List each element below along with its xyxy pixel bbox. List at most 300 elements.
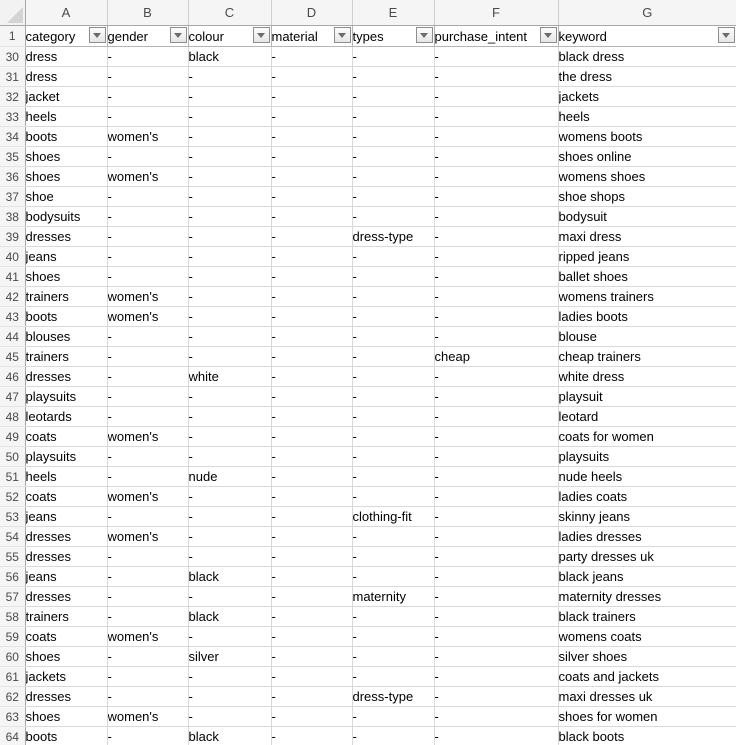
row-header-45[interactable]: 45 [0,347,25,367]
row-header-46[interactable]: 46 [0,367,25,387]
field-header-keyword[interactable] [558,26,736,47]
filter-dropdown-icon-colour[interactable] [253,27,270,43]
cell-gender-30[interactable]: - [107,47,188,67]
row-header-35[interactable]: 35 [0,147,25,167]
cell-material-49[interactable]: - [271,427,352,447]
row-header-51[interactable]: 51 [0,467,25,487]
cell-colour-57[interactable]: - [188,587,271,607]
row-header-55[interactable]: 55 [0,547,25,567]
cell-category-54[interactable]: dresses [25,527,107,547]
cell-types-36[interactable]: - [352,167,434,187]
cell-colour-46[interactable]: white [188,367,271,387]
cell-purchase-intent-61[interactable]: - [434,667,558,687]
cell-purchase-intent-46[interactable]: - [434,367,558,387]
cell-types-56[interactable]: - [352,567,434,587]
cell-types-44[interactable]: - [352,327,434,347]
cell-colour-53[interactable]: - [188,507,271,527]
cell-purchase-intent-49[interactable]: - [434,427,558,447]
cell-gender-41[interactable]: - [107,267,188,287]
cell-purchase-intent-59[interactable]: - [434,627,558,647]
cell-purchase-intent-58[interactable]: - [434,607,558,627]
cell-gender-32[interactable]: - [107,87,188,107]
row-header-61[interactable]: 61 [0,667,25,687]
cell-gender-62[interactable]: - [107,687,188,707]
row-header-33[interactable]: 33 [0,107,25,127]
cell-colour-58[interactable]: black [188,607,271,627]
cell-purchase-intent-30[interactable]: - [434,47,558,67]
cell-types-52[interactable]: - [352,487,434,507]
cell-material-36[interactable]: - [271,167,352,187]
cell-category-56[interactable]: jeans [25,567,107,587]
cell-category-36[interactable]: shoes [25,167,107,187]
row-header-57[interactable]: 57 [0,587,25,607]
cell-purchase-intent-53[interactable]: - [434,507,558,527]
cell-material-40[interactable]: - [271,247,352,267]
cell-keyword-33[interactable]: heels [558,107,736,127]
cell-colour-60[interactable]: silver [188,647,271,667]
cell-colour-33[interactable]: - [188,107,271,127]
cell-keyword-45[interactable]: cheap trainers [558,347,736,367]
cell-purchase-intent-43[interactable]: - [434,307,558,327]
row-header-36[interactable]: 36 [0,167,25,187]
cell-category-44[interactable]: blouses [25,327,107,347]
cell-types-51[interactable]: - [352,467,434,487]
cell-keyword-40[interactable]: ripped jeans [558,247,736,267]
cell-colour-42[interactable]: - [188,287,271,307]
cell-category-58[interactable]: trainers [25,607,107,627]
cell-category-48[interactable]: leotards [25,407,107,427]
cell-material-59[interactable]: - [271,627,352,647]
cell-material-31[interactable]: - [271,67,352,87]
cell-category-35[interactable]: shoes [25,147,107,167]
cell-keyword-30[interactable]: black dress [558,47,736,67]
cell-category-33[interactable]: heels [25,107,107,127]
cell-gender-46[interactable]: - [107,367,188,387]
cell-keyword-48[interactable]: leotard [558,407,736,427]
cell-keyword-58[interactable]: black trainers [558,607,736,627]
cell-material-39[interactable]: - [271,227,352,247]
cell-purchase-intent-45[interactable]: cheap [434,347,558,367]
cell-material-52[interactable]: - [271,487,352,507]
cell-purchase-intent-36[interactable]: - [434,167,558,187]
cell-material-32[interactable]: - [271,87,352,107]
row-header-42[interactable]: 42 [0,287,25,307]
cell-category-64[interactable]: boots [25,727,107,745]
field-header-material[interactable] [271,26,352,47]
cell-material-38[interactable]: - [271,207,352,227]
cell-types-62[interactable]: dress-type [352,687,434,707]
cell-material-62[interactable]: - [271,687,352,707]
cell-purchase-intent-34[interactable]: - [434,127,558,147]
cell-gender-52[interactable]: women's [107,487,188,507]
cell-material-56[interactable]: - [271,567,352,587]
cell-category-41[interactable]: shoes [25,267,107,287]
cell-colour-32[interactable]: - [188,87,271,107]
cell-colour-41[interactable]: - [188,267,271,287]
cell-purchase-intent-60[interactable]: - [434,647,558,667]
cell-keyword-39[interactable]: maxi dress [558,227,736,247]
cell-category-34[interactable]: boots [25,127,107,147]
cell-material-44[interactable]: - [271,327,352,347]
cell-material-43[interactable]: - [271,307,352,327]
row-header-49[interactable]: 49 [0,427,25,447]
column-header-d[interactable]: D [271,0,352,26]
row-header-34[interactable]: 34 [0,127,25,147]
row-header-59[interactable]: 59 [0,627,25,647]
cell-gender-63[interactable]: women's [107,707,188,727]
cell-category-38[interactable]: bodysuits [25,207,107,227]
cell-colour-44[interactable]: - [188,327,271,347]
cell-purchase-intent-31[interactable]: - [434,67,558,87]
cell-types-54[interactable]: - [352,527,434,547]
cell-types-31[interactable]: - [352,67,434,87]
cell-keyword-61[interactable]: coats and jackets [558,667,736,687]
cell-purchase-intent-55[interactable]: - [434,547,558,567]
cell-material-63[interactable]: - [271,707,352,727]
filter-dropdown-icon-gender[interactable] [170,27,187,43]
cell-keyword-38[interactable]: bodysuit [558,207,736,227]
row-header-1[interactable]: 1 [0,26,25,47]
cell-material-37[interactable]: - [271,187,352,207]
cell-gender-49[interactable]: women's [107,427,188,447]
cell-gender-31[interactable]: - [107,67,188,87]
cell-category-37[interactable]: shoe [25,187,107,207]
row-header-41[interactable]: 41 [0,267,25,287]
cell-gender-36[interactable]: women's [107,167,188,187]
cell-types-30[interactable]: - [352,47,434,67]
cell-gender-38[interactable]: - [107,207,188,227]
cell-category-60[interactable]: shoes [25,647,107,667]
field-header-types[interactable] [352,26,434,47]
cell-types-43[interactable]: - [352,307,434,327]
cell-material-35[interactable]: - [271,147,352,167]
cell-material-64[interactable]: - [271,727,352,745]
cell-colour-36[interactable]: - [188,167,271,187]
cell-types-61[interactable]: - [352,667,434,687]
row-header-37[interactable]: 37 [0,187,25,207]
cell-material-55[interactable]: - [271,547,352,567]
row-header-31[interactable]: 31 [0,67,25,87]
cell-types-32[interactable]: - [352,87,434,107]
cell-material-60[interactable]: - [271,647,352,667]
row-header-48[interactable]: 48 [0,407,25,427]
cell-colour-51[interactable]: nude [188,467,271,487]
cell-material-57[interactable]: - [271,587,352,607]
row-header-30[interactable]: 30 [0,47,25,67]
cell-gender-53[interactable]: - [107,507,188,527]
row-header-44[interactable]: 44 [0,327,25,347]
row-header-43[interactable]: 43 [0,307,25,327]
cell-gender-39[interactable]: - [107,227,188,247]
cell-types-38[interactable]: - [352,207,434,227]
cell-keyword-56[interactable]: black jeans [558,567,736,587]
cell-colour-55[interactable]: - [188,547,271,567]
cell-gender-47[interactable]: - [107,387,188,407]
cell-gender-64[interactable]: - [107,727,188,745]
cell-material-58[interactable]: - [271,607,352,627]
cell-keyword-52[interactable]: ladies coats [558,487,736,507]
cell-purchase-intent-41[interactable]: - [434,267,558,287]
cell-keyword-31[interactable]: the dress [558,67,736,87]
cell-purchase-intent-50[interactable]: - [434,447,558,467]
cell-purchase-intent-32[interactable]: - [434,87,558,107]
field-header-category[interactable] [25,26,107,47]
filter-dropdown-icon-types[interactable] [416,27,433,43]
cell-category-40[interactable]: jeans [25,247,107,267]
cell-material-54[interactable]: - [271,527,352,547]
cell-types-55[interactable]: - [352,547,434,567]
cell-material-51[interactable]: - [271,467,352,487]
cell-colour-59[interactable]: - [188,627,271,647]
cell-gender-37[interactable]: - [107,187,188,207]
cell-purchase-intent-33[interactable]: - [434,107,558,127]
cell-purchase-intent-56[interactable]: - [434,567,558,587]
cell-keyword-57[interactable]: maternity dresses [558,587,736,607]
cell-types-41[interactable]: - [352,267,434,287]
column-header-f[interactable]: F [434,0,558,26]
cell-colour-30[interactable]: black [188,47,271,67]
cell-types-48[interactable]: - [352,407,434,427]
cell-material-47[interactable]: - [271,387,352,407]
cell-category-30[interactable]: dress [25,47,107,67]
field-header-colour[interactable] [188,26,271,47]
cell-types-47[interactable]: - [352,387,434,407]
row-header-53[interactable]: 53 [0,507,25,527]
cell-material-34[interactable]: - [271,127,352,147]
column-header-g[interactable]: G [558,0,736,26]
cell-keyword-54[interactable]: ladies dresses [558,527,736,547]
cell-material-41[interactable]: - [271,267,352,287]
cell-purchase-intent-63[interactable]: - [434,707,558,727]
row-header-54[interactable]: 54 [0,527,25,547]
cell-category-61[interactable]: jackets [25,667,107,687]
cell-colour-54[interactable]: - [188,527,271,547]
cell-colour-63[interactable]: - [188,707,271,727]
cell-types-46[interactable]: - [352,367,434,387]
cell-category-39[interactable]: dresses [25,227,107,247]
cell-types-60[interactable]: - [352,647,434,667]
cell-category-62[interactable]: dresses [25,687,107,707]
cell-colour-48[interactable]: - [188,407,271,427]
cell-category-63[interactable]: shoes [25,707,107,727]
cell-keyword-46[interactable]: white dress [558,367,736,387]
cell-colour-45[interactable]: - [188,347,271,367]
cell-gender-35[interactable]: - [107,147,188,167]
cell-purchase-intent-37[interactable]: - [434,187,558,207]
cell-colour-61[interactable]: - [188,667,271,687]
cell-keyword-42[interactable]: womens trainers [558,287,736,307]
field-header-purchase-intent[interactable] [434,26,558,47]
cell-colour-37[interactable]: - [188,187,271,207]
cell-colour-40[interactable]: - [188,247,271,267]
row-header-58[interactable]: 58 [0,607,25,627]
cell-gender-40[interactable]: - [107,247,188,267]
cell-colour-38[interactable]: - [188,207,271,227]
cell-category-59[interactable]: coats [25,627,107,647]
cell-material-46[interactable]: - [271,367,352,387]
cell-gender-60[interactable]: - [107,647,188,667]
cell-category-53[interactable]: jeans [25,507,107,527]
cell-gender-61[interactable]: - [107,667,188,687]
cell-material-45[interactable]: - [271,347,352,367]
cell-types-57[interactable]: maternity [352,587,434,607]
cell-types-63[interactable]: - [352,707,434,727]
cell-keyword-32[interactable]: jackets [558,87,736,107]
cell-material-42[interactable]: - [271,287,352,307]
cell-colour-34[interactable]: - [188,127,271,147]
cell-purchase-intent-35[interactable]: - [434,147,558,167]
cell-purchase-intent-47[interactable]: - [434,387,558,407]
cell-category-55[interactable]: dresses [25,547,107,567]
cell-purchase-intent-38[interactable]: - [434,207,558,227]
cell-colour-56[interactable]: black [188,567,271,587]
cell-gender-55[interactable]: - [107,547,188,567]
cell-keyword-51[interactable]: nude heels [558,467,736,487]
cell-types-35[interactable]: - [352,147,434,167]
cell-keyword-35[interactable]: shoes online [558,147,736,167]
row-header-50[interactable]: 50 [0,447,25,467]
cell-gender-33[interactable]: - [107,107,188,127]
cell-colour-31[interactable]: - [188,67,271,87]
row-header-40[interactable]: 40 [0,247,25,267]
row-header-47[interactable]: 47 [0,387,25,407]
cell-purchase-intent-57[interactable]: - [434,587,558,607]
filter-dropdown-icon-purchase-intent[interactable] [540,27,557,43]
cell-gender-56[interactable]: - [107,567,188,587]
cell-gender-44[interactable]: - [107,327,188,347]
cell-purchase-intent-64[interactable]: - [434,727,558,745]
cell-keyword-53[interactable]: skinny jeans [558,507,736,527]
cell-keyword-60[interactable]: silver shoes [558,647,736,667]
select-all-corner[interactable] [0,0,25,26]
cell-types-34[interactable]: - [352,127,434,147]
cell-gender-42[interactable]: women's [107,287,188,307]
cell-purchase-intent-54[interactable]: - [434,527,558,547]
cell-keyword-50[interactable]: playsuits [558,447,736,467]
cell-keyword-59[interactable]: womens coats [558,627,736,647]
cell-colour-35[interactable]: - [188,147,271,167]
cell-types-53[interactable]: clothing-fit [352,507,434,527]
cell-category-52[interactable]: coats [25,487,107,507]
cell-types-58[interactable]: - [352,607,434,627]
row-header-60[interactable]: 60 [0,647,25,667]
cell-category-49[interactable]: coats [25,427,107,447]
cell-purchase-intent-39[interactable]: - [434,227,558,247]
cell-keyword-49[interactable]: coats for women [558,427,736,447]
cell-colour-49[interactable]: - [188,427,271,447]
cell-category-47[interactable]: playsuits [25,387,107,407]
filter-dropdown-icon-material[interactable] [334,27,351,43]
row-header-63[interactable]: 63 [0,707,25,727]
cell-keyword-36[interactable]: womens shoes [558,167,736,187]
cell-keyword-37[interactable]: shoe shops [558,187,736,207]
cell-keyword-64[interactable]: black boots [558,727,736,745]
cell-types-40[interactable]: - [352,247,434,267]
cell-types-59[interactable]: - [352,627,434,647]
cell-types-50[interactable]: - [352,447,434,467]
cell-keyword-62[interactable]: maxi dresses uk [558,687,736,707]
cell-purchase-intent-51[interactable]: - [434,467,558,487]
cell-types-33[interactable]: - [352,107,434,127]
cell-category-43[interactable]: boots [25,307,107,327]
cell-purchase-intent-44[interactable]: - [434,327,558,347]
cell-category-32[interactable]: jacket [25,87,107,107]
cell-material-61[interactable]: - [271,667,352,687]
row-header-52[interactable]: 52 [0,487,25,507]
cell-category-45[interactable]: trainers [25,347,107,367]
cell-material-48[interactable]: - [271,407,352,427]
column-header-c[interactable]: C [188,0,271,26]
filter-dropdown-icon-keyword[interactable] [718,27,735,43]
cell-keyword-41[interactable]: ballet shoes [558,267,736,287]
cell-purchase-intent-42[interactable]: - [434,287,558,307]
cell-category-51[interactable]: heels [25,467,107,487]
cell-purchase-intent-40[interactable]: - [434,247,558,267]
cell-gender-57[interactable]: - [107,587,188,607]
cell-material-33[interactable]: - [271,107,352,127]
cell-category-57[interactable]: dresses [25,587,107,607]
column-header-e[interactable]: E [352,0,434,26]
cell-material-53[interactable]: - [271,507,352,527]
cell-colour-52[interactable]: - [188,487,271,507]
cell-purchase-intent-48[interactable]: - [434,407,558,427]
cell-gender-48[interactable]: - [107,407,188,427]
cell-purchase-intent-52[interactable]: - [434,487,558,507]
cell-gender-59[interactable]: women's [107,627,188,647]
column-header-b[interactable]: B [107,0,188,26]
field-header-gender[interactable] [107,26,188,47]
cell-material-30[interactable]: - [271,47,352,67]
cell-types-45[interactable]: - [352,347,434,367]
row-header-56[interactable]: 56 [0,567,25,587]
row-header-64[interactable]: 64 [0,727,25,745]
cell-types-64[interactable]: - [352,727,434,745]
cell-gender-58[interactable]: - [107,607,188,627]
cell-material-50[interactable]: - [271,447,352,467]
cell-gender-43[interactable]: women's [107,307,188,327]
cell-types-42[interactable]: - [352,287,434,307]
cell-purchase-intent-62[interactable]: - [434,687,558,707]
cell-colour-43[interactable]: - [188,307,271,327]
row-header-62[interactable]: 62 [0,687,25,707]
cell-colour-64[interactable]: black [188,727,271,745]
row-header-39[interactable]: 39 [0,227,25,247]
cell-types-39[interactable]: dress-type [352,227,434,247]
cell-category-31[interactable]: dress [25,67,107,87]
cell-gender-50[interactable]: - [107,447,188,467]
cell-keyword-47[interactable]: playsuit [558,387,736,407]
cell-types-49[interactable]: - [352,427,434,447]
row-header-38[interactable]: 38 [0,207,25,227]
cell-keyword-63[interactable]: shoes for women [558,707,736,727]
cell-types-37[interactable]: - [352,187,434,207]
cell-keyword-43[interactable]: ladies boots [558,307,736,327]
filter-dropdown-icon-category[interactable] [89,27,106,43]
cell-colour-39[interactable]: - [188,227,271,247]
cell-colour-62[interactable]: - [188,687,271,707]
cell-colour-47[interactable]: - [188,387,271,407]
cell-category-42[interactable]: trainers [25,287,107,307]
cell-colour-50[interactable]: - [188,447,271,467]
cell-gender-54[interactable]: women's [107,527,188,547]
cell-category-50[interactable]: playsuits [25,447,107,467]
cell-gender-51[interactable]: - [107,467,188,487]
column-header-a[interactable]: A [25,0,107,26]
cell-category-46[interactable]: dresses [25,367,107,387]
cell-keyword-44[interactable]: blouse [558,327,736,347]
cell-gender-45[interactable]: - [107,347,188,367]
cell-gender-34[interactable]: women's [107,127,188,147]
